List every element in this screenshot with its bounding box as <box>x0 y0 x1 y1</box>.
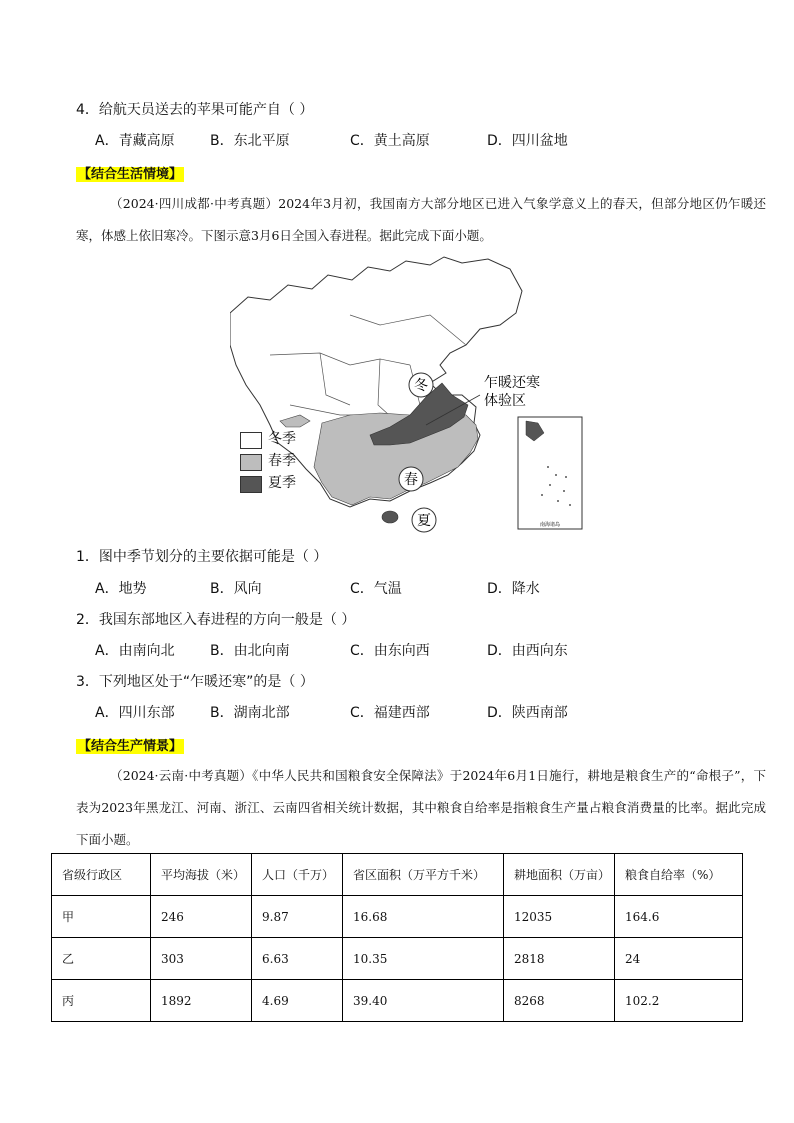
callout-text-line1: 乍暖还寒 <box>484 375 540 391</box>
question-1: 1．图中季节划分的主要依据可能是（ ） <box>76 549 328 565</box>
q3-option-c[interactable]: C．福建西部 <box>350 705 430 721</box>
table-header-cell: 平均海拔（米） <box>151 854 252 896</box>
legend-label-spring: 春季 <box>268 453 296 469</box>
q4-option-a[interactable]: A．青藏高原 <box>95 133 175 149</box>
table-header-cell: 粮食自给率（%） <box>615 854 743 896</box>
callout-text-line2: 体验区 <box>484 393 526 409</box>
table-cell: 102.2 <box>615 980 743 1022</box>
q1-option-b[interactable]: B．风向 <box>210 581 262 597</box>
section-tag-production-text: 【结合生产情景】 <box>78 739 183 754</box>
table-cell: 1892 <box>151 980 252 1022</box>
table-cell: 丙 <box>52 980 151 1022</box>
section-tag-production <box>76 735 184 756</box>
table-cell: 246 <box>151 896 252 938</box>
q4-option-c[interactable]: C．黄土高原 <box>350 133 430 149</box>
table-cell: 16.68 <box>343 896 504 938</box>
table-cell: 39.40 <box>343 980 504 1022</box>
q1-option-a[interactable]: A．地势 <box>95 581 147 597</box>
q4-option-d[interactable]: D．四川盆地 <box>487 133 568 149</box>
table-cell: 10.35 <box>343 938 504 980</box>
section-tag-life-text: 【结合生活情境】 <box>78 167 183 182</box>
winter-label: 冬 <box>414 378 428 394</box>
legend-swatch-summer <box>240 476 262 493</box>
q4-option-b[interactable]: B．东北平原 <box>210 133 290 149</box>
table-header-cell: 省区面积（万平方千米） <box>343 854 504 896</box>
stats-table <box>51 853 743 1022</box>
legend-swatch-spring <box>240 454 262 471</box>
table-cell: 24 <box>615 938 743 980</box>
table-cell: 4.69 <box>252 980 343 1022</box>
question-4: 4．给航天员送去的苹果可能产自（ ） <box>76 102 314 118</box>
hainan-island <box>382 511 398 523</box>
q3-option-b[interactable]: B．湖南北部 <box>210 705 290 721</box>
table-cell: 2818 <box>504 938 615 980</box>
table-cell: 9.87 <box>252 896 343 938</box>
q2-option-a[interactable]: A．由南向北 <box>95 643 175 659</box>
table-row <box>52 896 743 938</box>
table-header-cell: 省级行政区 <box>52 854 151 896</box>
table-row <box>52 938 743 980</box>
q2-option-b[interactable]: B．由北向南 <box>210 643 290 659</box>
table-cell: 6.63 <box>252 938 343 980</box>
table-cell: 164.6 <box>615 896 743 938</box>
legend-swatch-winter <box>240 432 262 449</box>
table-row <box>52 980 743 1022</box>
question-3-options <box>95 703 695 723</box>
spring-label: 春 <box>404 472 418 488</box>
table-header-cell: 耕地面积（万亩） <box>504 854 615 896</box>
inset-caption: 南海诸岛 <box>539 522 561 528</box>
summer-label: 夏 <box>417 513 431 529</box>
table-cell: 303 <box>151 938 252 980</box>
section2-paragraph: （2024·云南·中考真题）《中华人民共和国粮食安全保障法》于2024年6月1日施行，耕地是粮食生产的“命根子”，下表为2023年黑龙江、河南、浙江、云南四省相关统计数据，其中粮食自给率是指粮食生产量占粮食消费量的比率。据此完成下面小题。 <box>76 768 766 847</box>
q3-option-d[interactable]: D．陕西南部 <box>487 705 568 721</box>
table-cell: 乙 <box>52 938 151 980</box>
table-cell: 甲 <box>52 896 151 938</box>
question-2-options <box>95 641 695 661</box>
table-header-row <box>52 854 743 896</box>
table-cell: 12035 <box>504 896 615 938</box>
q1-option-d[interactable]: D．降水 <box>487 581 540 597</box>
section-tag-life <box>76 163 184 184</box>
section1-paragraph: （2024·四川成都·中考真题）2024年3月初，我国南方大部分地区已进入气象学意义上的春天，但部分地区仍乍暖还寒，体感上依旧寒冷。下图示意3月6日全国入春进程。据此完成下面小题。 <box>76 196 766 243</box>
legend-label-summer: 夏季 <box>268 475 296 491</box>
question-1-options <box>95 579 695 599</box>
table-header-cell: 人口（千万） <box>252 854 343 896</box>
question-3: 3．下列地区处于“乍暖还寒”的是（ ） <box>76 674 314 690</box>
legend-label-winter: 冬季 <box>268 431 296 447</box>
question-2: 2．我国东部地区入春进程的方向一般是（ ） <box>76 612 356 628</box>
q3-option-a[interactable]: A．四川东部 <box>95 705 175 721</box>
q1-option-c[interactable]: C．气温 <box>350 581 402 597</box>
table-cell: 8268 <box>504 980 615 1022</box>
q2-option-d[interactable]: D．由西向东 <box>487 643 568 659</box>
map-legend <box>240 430 320 515</box>
question-4-options <box>95 131 695 151</box>
q2-option-c[interactable]: C．由东向西 <box>350 643 430 659</box>
